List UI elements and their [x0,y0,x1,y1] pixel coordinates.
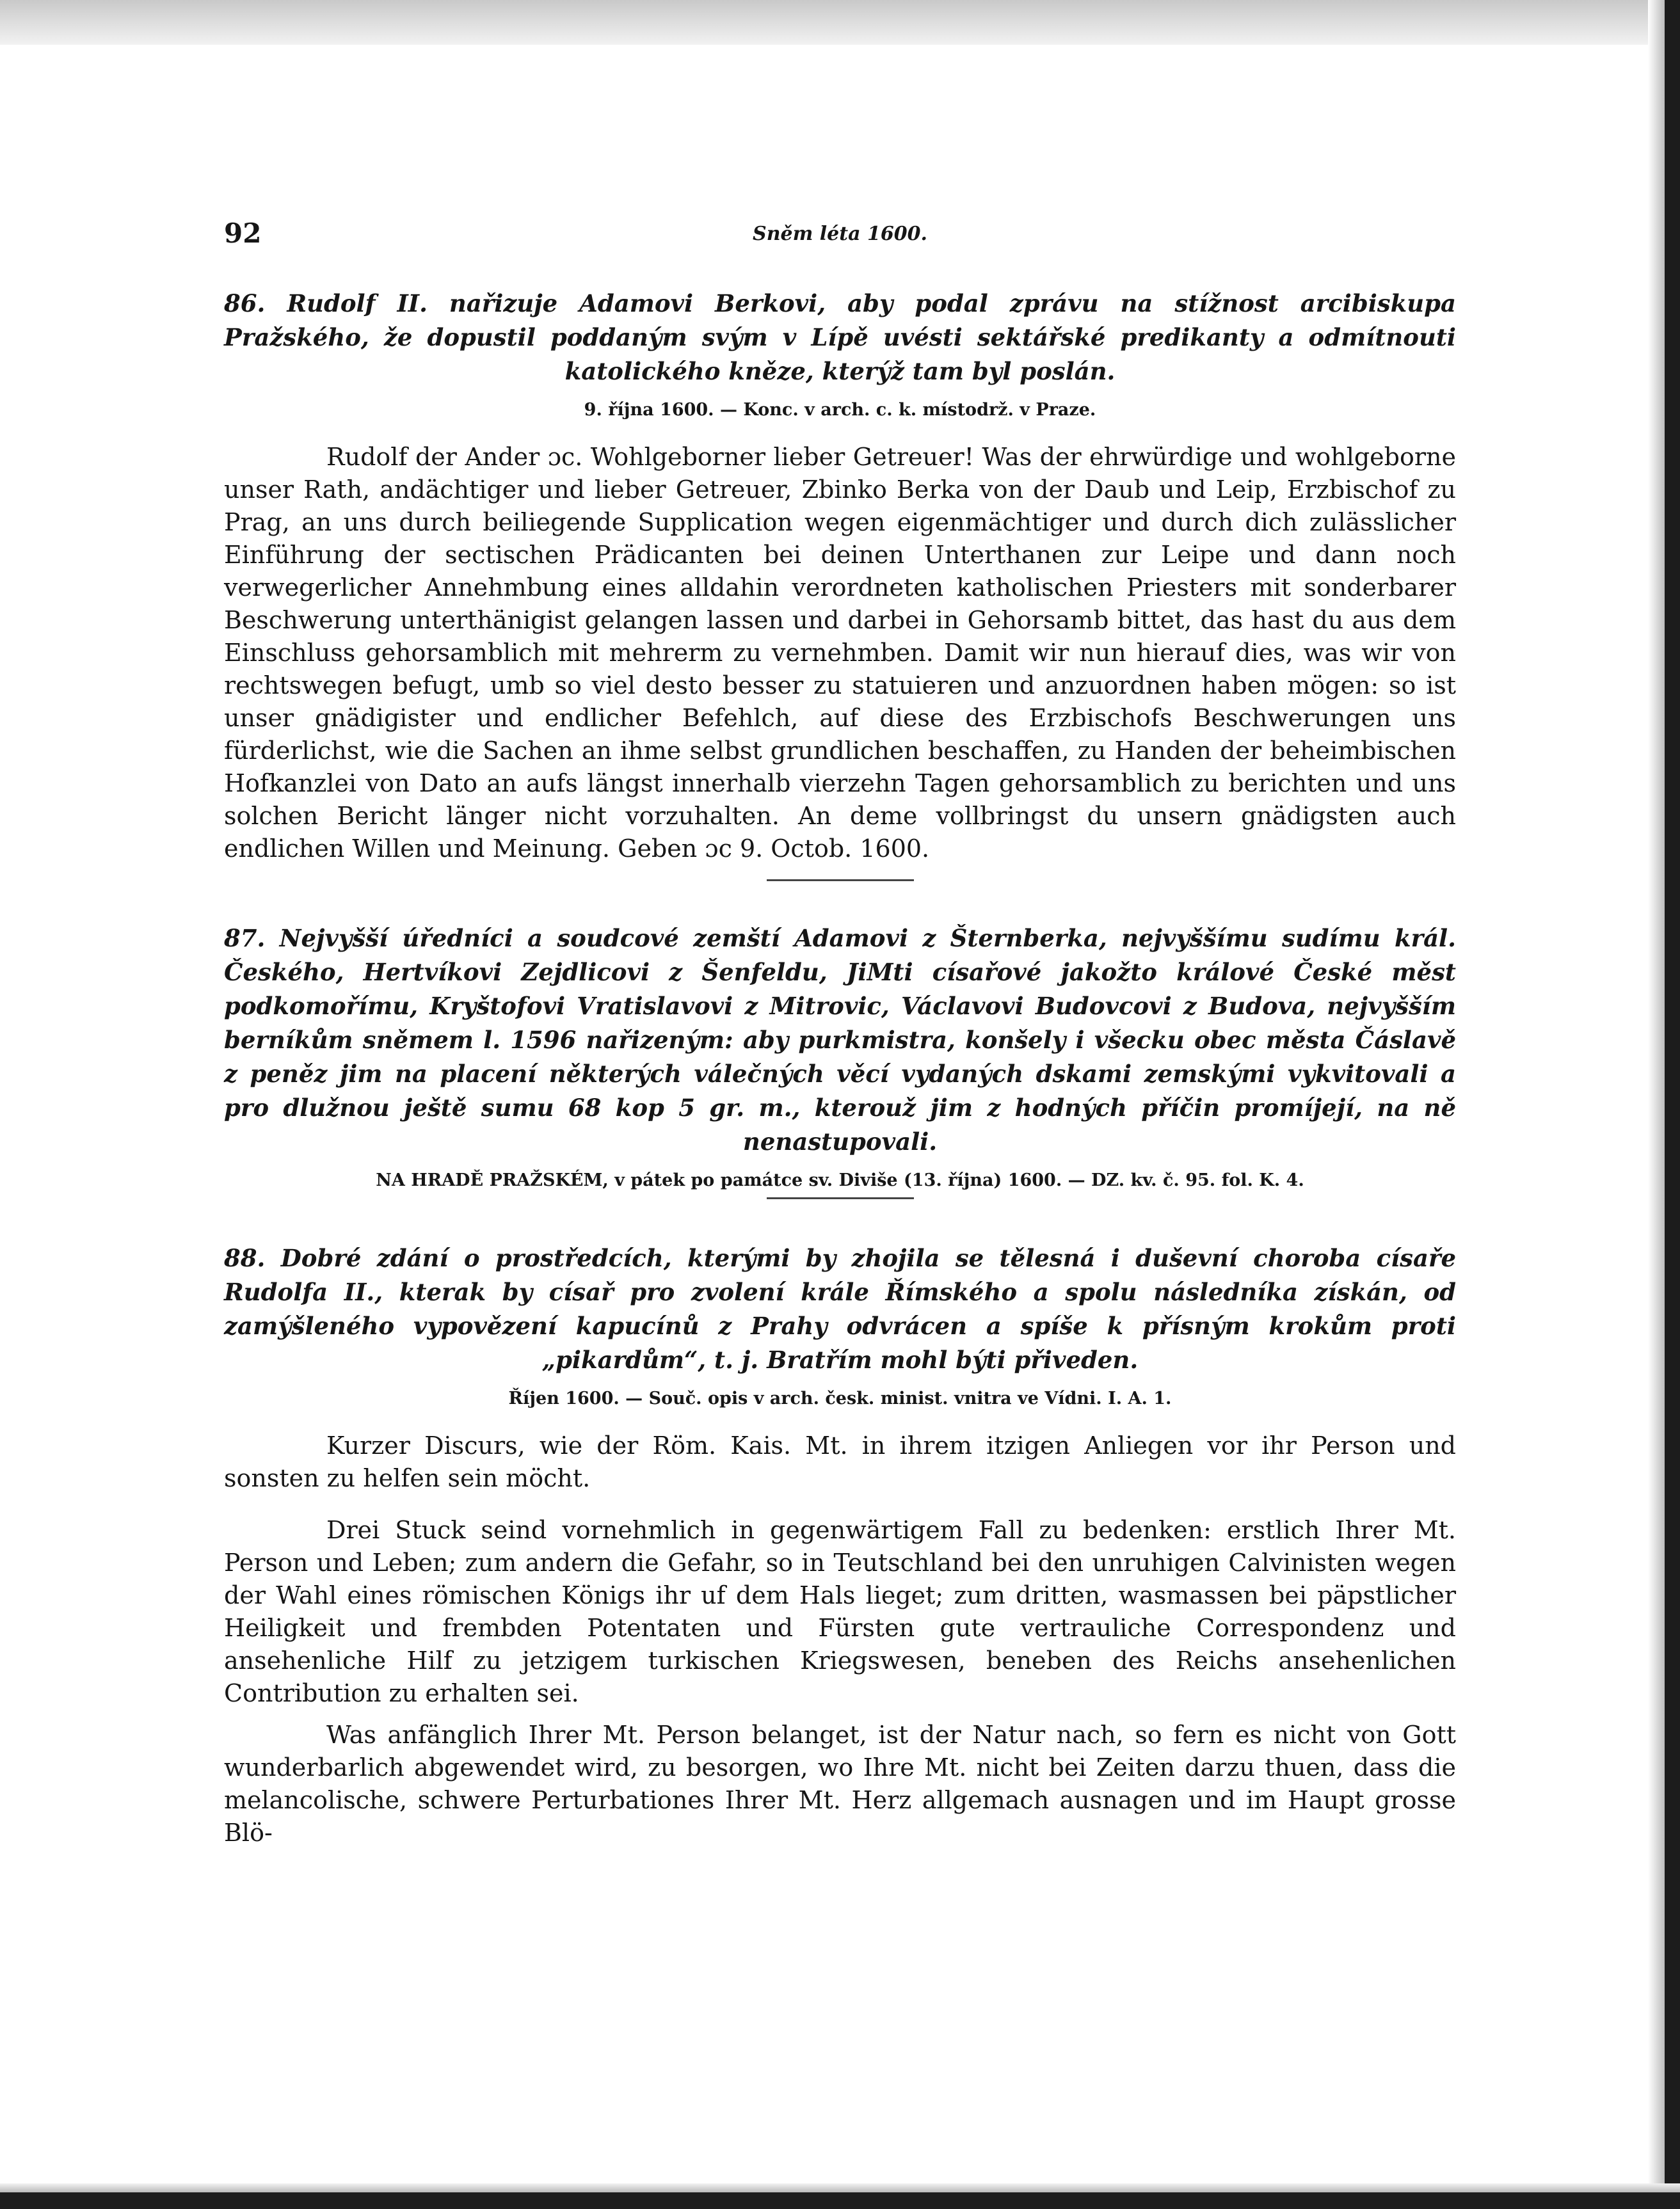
paragraph: Drei Stuck seind vornehmlich in gegenwärtigem Fall zu bedenken: erstlich Ihrer Mt. Person und Leben; zum andern die Gefahr, so in Teutschland bei den unruhigen Calvinisten wegen der Wahl eines römischen Königs ihr uf dem Hals lieget; zum dritten, wasmassen bei päpstlicher Heiligkeit und frembden Potentaten und Fürsten gute vertrauliche Correspondenz und ansehenliche Hilf zu jetzigem turkischen Kriegswesen, beneben des Reichs ansehenlichen Contribution zu erhalten sei. [224,1516,1456,1707]
section-divider [224,879,1456,881]
paragraph: Kurzer Discurs, wie der Röm. Kais. Mt. in ihrem itzigen Anliegen vor ihr Person und sonsten zu helfen sein möcht. [224,1431,1456,1492]
scan-right-shadow [1648,0,1665,2209]
entry-source: NA HRADĚ PRAŽSKÉM, v pátek po památce sv. Diviše (13. října) 1600. — DZ. kv. č. 95. fol. K. 4. [376,1170,1304,1190]
scan-top-shadow [0,0,1680,45]
entry-heading: 86. Rudolf II. nařizuje Adamovi Berkovi, aby podal zprávu na stížnost arcibiskupa Pražského, že dopustil poddaným svým v Lípě uvésti sektářské predikanty a odmítnouti katolického kněze, kterýž tam byl poslán. [224,289,1456,385]
paragraph: Rudolf der Ander ɔc. Wohlgeborner lieber Getreuer! Was der ehrwürdige und wohlgeborne unser Rath, andächtiger und lieber Getreuer, Zbinko Berka von der Daub und Leip, Erzbischof zu Prag, an uns durch beiliegende Supplication wegen eigenmächtiger und durch dich zulässlicher Einführung der sectischen Prädicanten bei deinen Unterthanen zur Leipe und dann noch verwegerlicher Annehmbung eines alldahin verordneten katholischen Priesters mit sonderbarer Beschwerung unterthänigist gelangen lassen und darbei in Gehorsamb bittet, das hast du aus dem Einschluss gehorsamblich mit mehrerm zu vernehmben. Damit wir nun hierauf dies, was wir von rechtswegen befugt, umb so viel desto besser zu statuieren und anzuordnen haben mögen: so ist unser gnädigister und endlicher Befehlch, auf diese des Erzbischofs Beschwerungen uns fürderlichst, wie die Sachen an ihme selbst grundlichen beschaffen, zu Handen der beheimbischen Hofkanzlei von Dato an aufs längst innerhalb vierzehn Tagen gehorsamblich zu berichten und uns solchen Bericht länger nicht vorzuhalten. An deme vollbringst du unsern gnädigsten auch endlichen Willen und Meinung. Geben ɔc 9. Octob. 1600. [224,443,1456,863]
page-number: 92 [224,218,262,249]
section-divider [224,1197,1456,1199]
entry-source: 9. října 1600. — Konc. v arch. c. k. místodrž. v Praze. [584,400,1096,420]
scan-bottom-border [0,2192,1680,2209]
entry-body [224,441,1456,865]
entry-body [224,1430,1456,1849]
entry-88 [224,1241,1456,1849]
entry-source: Říjen 1600. — Souč. opis v arch. česk. minist. vnitra ve Vídni. I. A. 1. [508,1389,1172,1408]
scan-bottom-shadow [0,2183,1680,2192]
paragraph: Was anfänglich Ihrer Mt. Person belanget, ist der Natur nach, so fern es nicht von Gott wunderbarlich abgewendet wird, zu besorgen, wo Ihre Mt. nicht bei Zeiten darzu thuen, dass die melancolische, schwere Perturbationes Ihrer Mt. Herz allgemach ausnagen und im Haupt grosse Blö- [224,1721,1456,1847]
entry-heading: 87. Nejvyšší úředníci a soudcové zemští Adamovi z Šternberka, nejvyššímu sudímu král. Českého, Hertvíkovi Zejdlicovi z Šenfeldu, JiMti císařové jakožto králové České měst podkomořímu, Kryštofovi Vratislavovi z Mitrovic, Václavovi Budovcovi z Budova, nejvyšším berníkům sněmem l. 1596 nařizeným: aby purkmistra, konšely i všecku obec města Čáslavě z peněz jim na placení některých válečných věcí vydaných dskami zemskými vykvitovali a pro dlužnou ještě sumu 68 kop 5 gr. m., kterouž jim z hodných příčin promíjejí, na ně nenastupovali. [224,924,1456,1156]
entry-heading: 88. Dobré zdání o prostředcích, kterými by zhojila se tělesná i duševní choroba císaře Rudolfa II., kterak by císař pro zvolení krále Římského a spolu následníka získán, od zamýšleného vypovězení kapucínů z Prahy odvrácen a spíše k přísným krokům proti „pikardům“, t. j. Bratřím mohl býti přiveden. [224,1244,1456,1374]
entry-86 [224,287,1456,865]
page-header [224,218,1456,256]
scan-right-border [1665,0,1680,2209]
entry-87 [224,921,1456,1195]
running-title: Sněm léta 1600. [753,223,927,245]
